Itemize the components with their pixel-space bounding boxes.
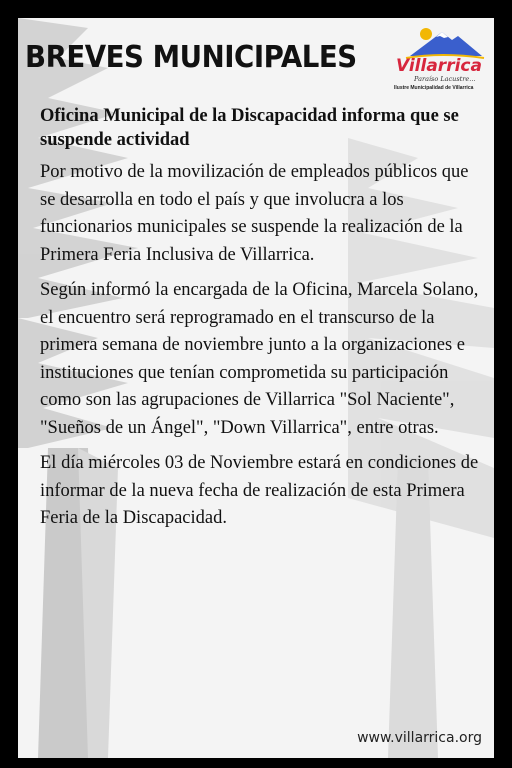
news-card [18,18,494,758]
villarrica-logo [392,26,492,96]
article-headline: Oficina Municipal de la Discapacidad informa que se suspende actividad [40,106,459,150]
logo-wordmark: Villarrica [396,56,482,76]
website-link[interactable]: www.villarrica.org [357,730,482,746]
logo-subtitle: Ilustre Municipalidad de Villarrica [394,85,474,91]
article-paragraph: Por motivo de la movilización de empleados públicos que se desarrolla en todo el país y que involucra a los funcionarios municipales se suspende la realización de la Primera Feria Inclusiva de Villarrica. [40,162,469,265]
article [40,104,480,541]
logo-tagline: Paraíso Lacustre... [414,75,476,83]
article-paragraph: Según informó la encargada de la Oficina, Marcela Solano, el encuentro será reprogramado en el transcurso de la primera semana de noviembre junto a la organizaciones e instituciones que tenían comprometida su participación como son las agrupaciones de Villarrica "Sol Naciente", "Sueños de un Ángel", "Down Villarrica", entre otras. [40,280,479,438]
article-paragraph: El día miércoles 03 de Noviembre estará en condiciones de informar de la nueva fecha de realización de esta Primera Feria de la Discapacidad. [40,453,479,528]
page-title: BREVES MUNICIPALES [25,40,357,75]
